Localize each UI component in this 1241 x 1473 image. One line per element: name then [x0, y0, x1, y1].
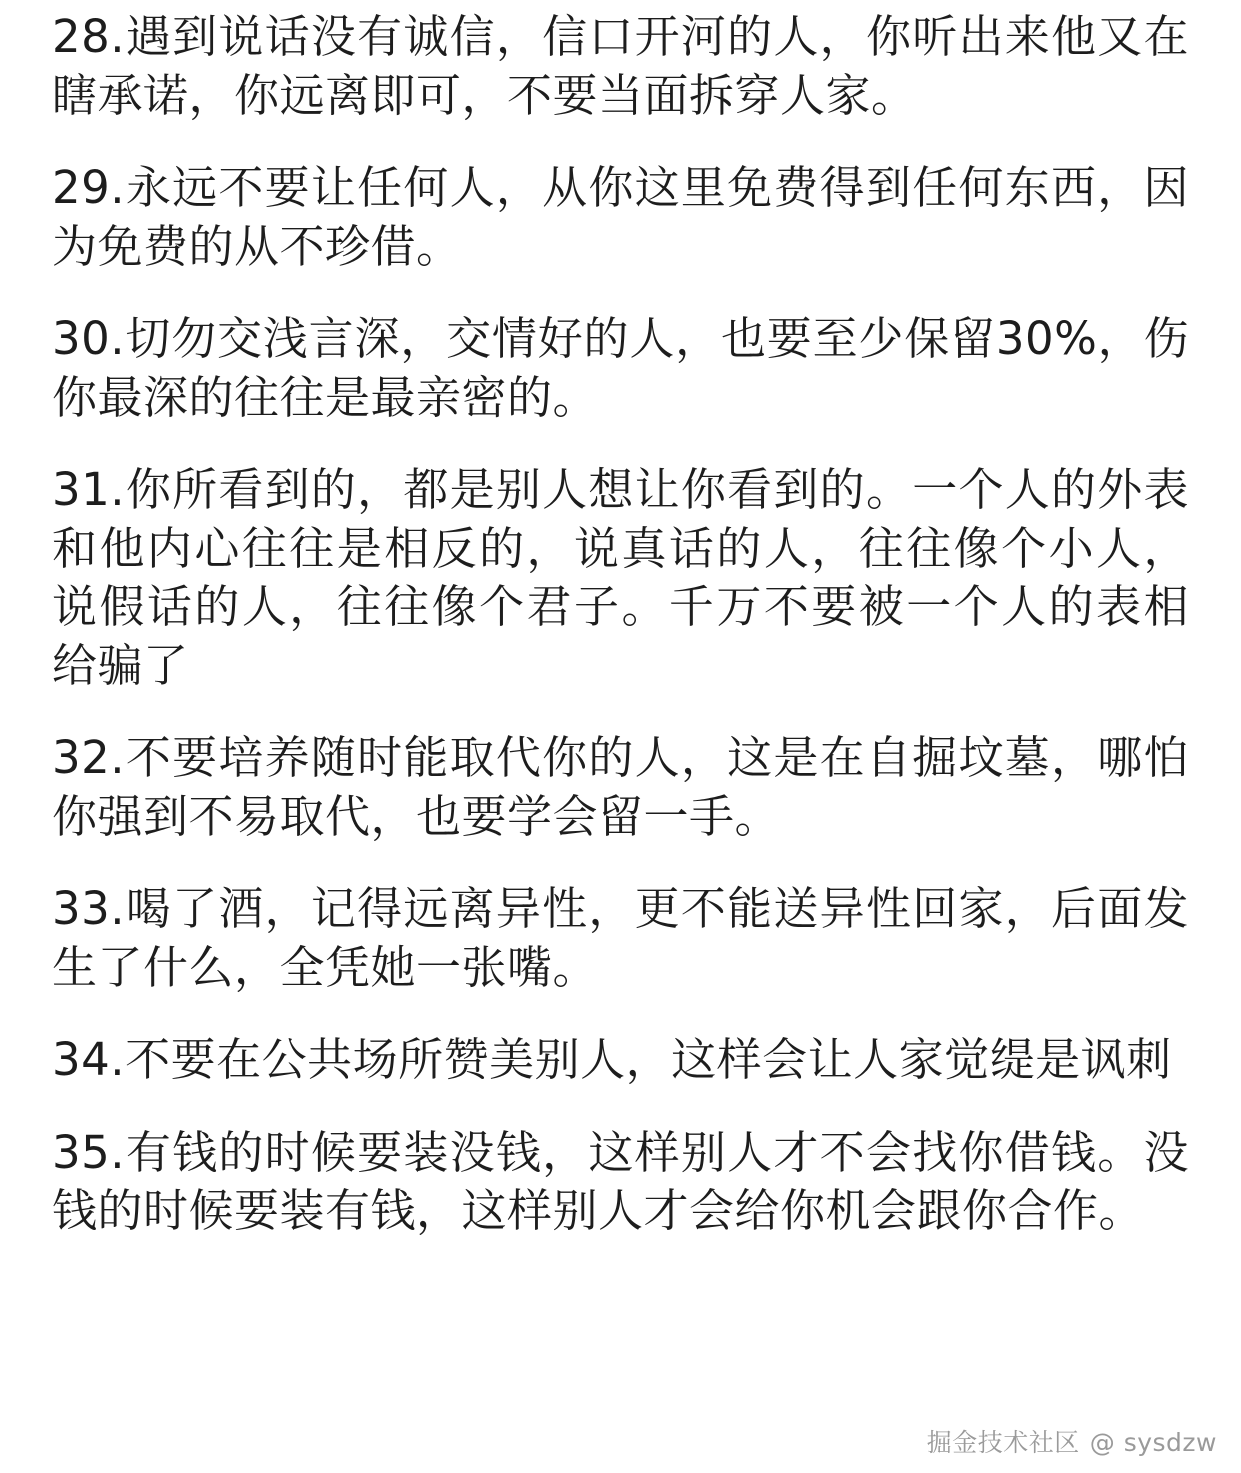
- paragraph: 35.有钱的时候要装没钱，这样别人才不会找你借钱。没钱的时候要装有钱，这样别人才会给你机会跟你合作。: [52, 1125, 1189, 1237]
- watermark-site: 掘金技术社区: [926, 1428, 1080, 1457]
- paragraph: 34.不要在公共场所赞美别人，这样会让人家觉缇是讽刺: [52, 1033, 1172, 1086]
- paragraph: 30.切勿交浅言深，交情好的人，也要至少保留30%，伤你最深的往往是最亲密的。: [52, 312, 1189, 424]
- paragraph: 33.喝了酒，记得远离异性，更不能送异性回家，后面发生了什么，全凭她一张嘴。: [52, 882, 1189, 994]
- paragraph: 28.遇到说话没有诚信，信口开河的人，你听出来他又在瞎承诺，你远离即可，不要当面拆穿人家。: [52, 10, 1189, 122]
- watermark-handle: @ sysdzw: [1089, 1428, 1217, 1457]
- paragraph: 29.永远不要让任何人，从你这里免费得到任何东西，因为免费的从不珍借。: [52, 161, 1189, 273]
- paragraph: 31.你所看到的，都是别人想让你看到的。一个人的外表和他内心往往是相反的，说真话的人，往往像个小人，说假话的人，往往像个君子。千万不要被一个人的表相给骗了: [52, 463, 1189, 692]
- watermark: [927, 1423, 1217, 1459]
- paragraph: 32.不要培养随时能取代你的人，这是在自掘坟墓，哪怕你强到不易取代，也要学会留一手。: [52, 731, 1189, 843]
